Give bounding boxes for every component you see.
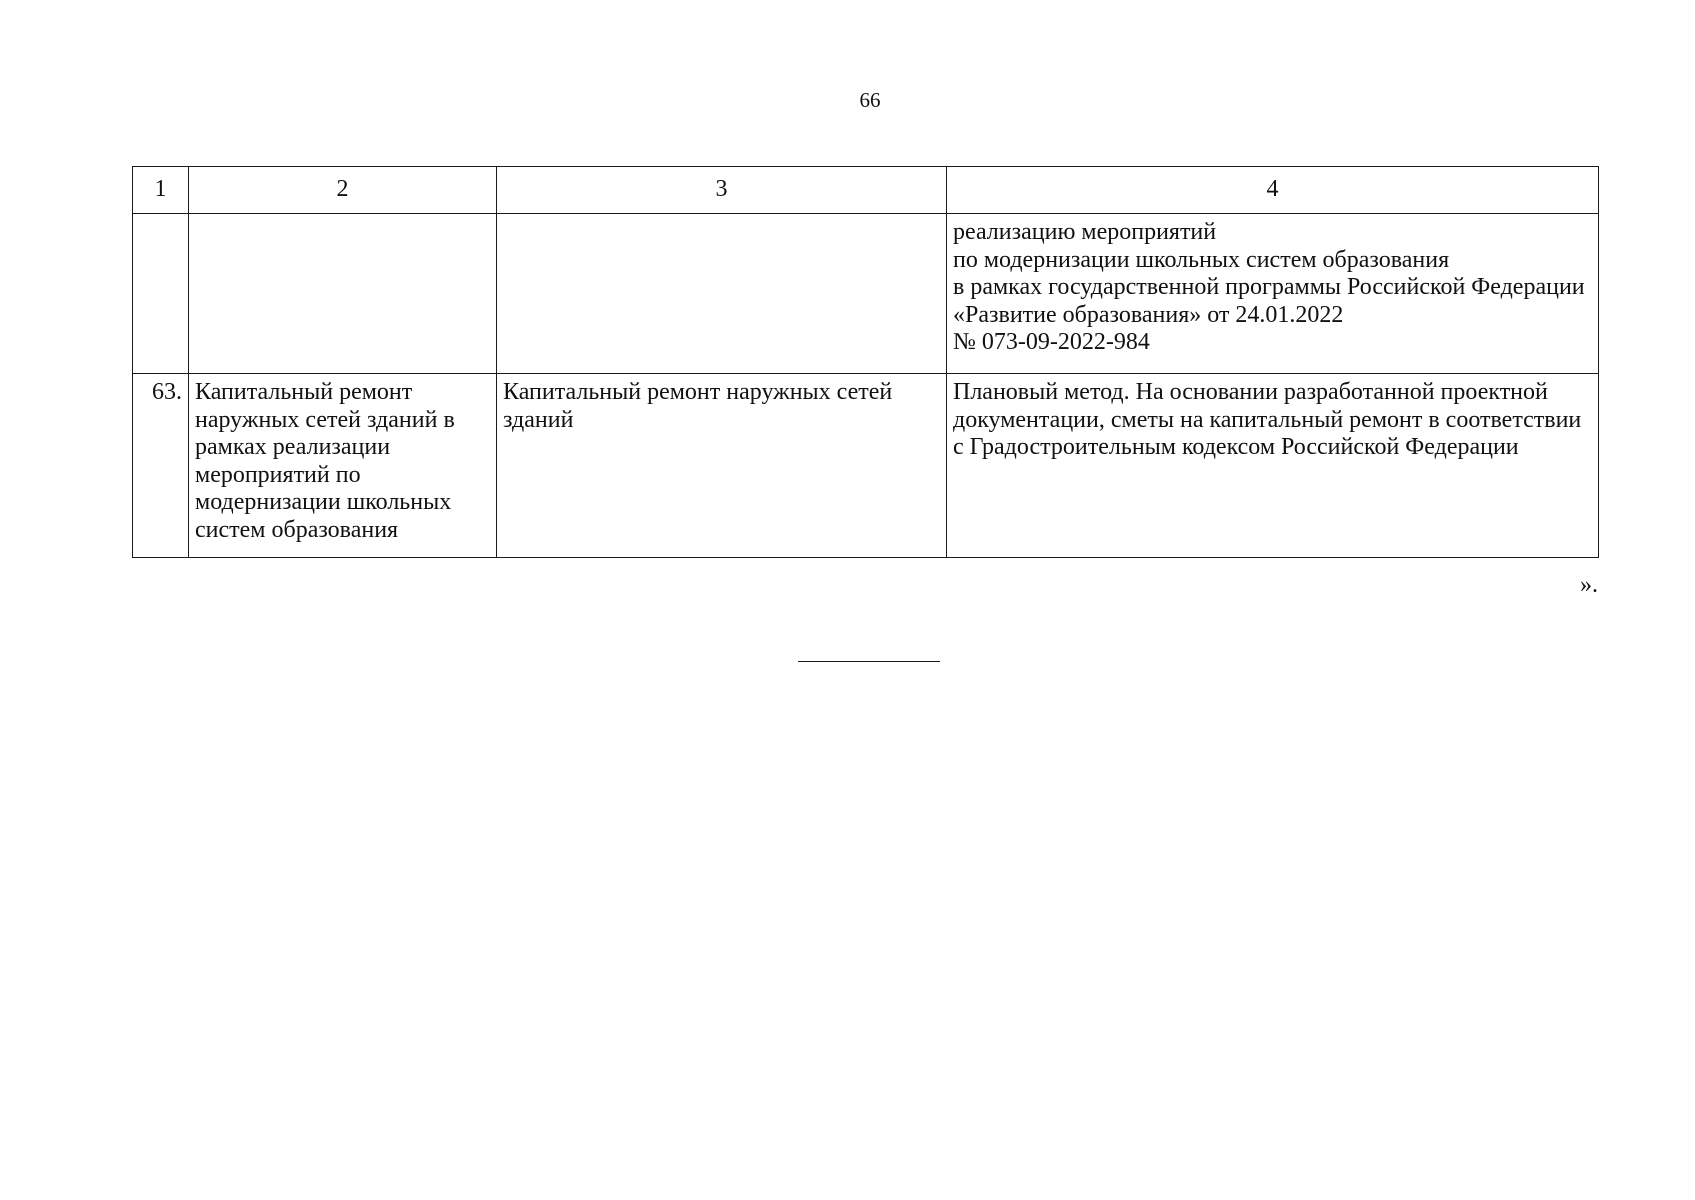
cont-cell-method xyxy=(947,214,1599,374)
row-63-name-line: мероприятий по xyxy=(195,461,361,488)
document-table xyxy=(132,166,1599,558)
table-row-continuation xyxy=(133,214,1599,374)
cont-cell-number xyxy=(133,214,189,374)
row-63-name-line: наружных сетей зданий в xyxy=(195,406,455,433)
cont-method-line: № 073-09-2022-984 xyxy=(953,329,1150,355)
cont-method-line: реализацию мероприятий xyxy=(953,219,1217,245)
row-63-method-line: Плановый метод. На основании разработанной проектной xyxy=(953,379,1548,405)
cont-cell-description xyxy=(497,214,947,374)
cont-method-line: «Развитие образования» от 24.01.2022 xyxy=(953,301,1344,328)
table-header-row xyxy=(133,167,1599,214)
row-63-description-cell xyxy=(497,374,947,558)
table-row-63 xyxy=(133,374,1599,558)
row-63-description-line: зданий xyxy=(503,406,574,433)
header-cell-1: 1 xyxy=(133,167,189,214)
row-63-name-line: рамках реализации xyxy=(195,434,391,460)
end-separator-line xyxy=(798,661,940,662)
row-63-method-line: с Градостроительным кодексом Российской Федерации xyxy=(953,434,1519,460)
header-cell-3: 3 xyxy=(497,167,947,214)
row-63-method-cell xyxy=(947,374,1599,558)
row-63-name-cell xyxy=(189,374,497,558)
header-cell-2: 2 xyxy=(189,167,497,214)
closing-quote: ». xyxy=(1580,572,1598,598)
row-63-name-line: Капитальный ремонт xyxy=(195,379,413,405)
row-63-name-line: модернизации школьных xyxy=(195,489,452,515)
cont-method-line: в рамках государственной программы Российской Федерации xyxy=(953,274,1585,300)
row-63-description-line: Капитальный ремонт наружных сетей xyxy=(503,379,893,405)
cont-method-line: по модернизации школьных систем образования xyxy=(953,246,1450,273)
row-63-name-line: систем образования xyxy=(195,516,399,543)
row-number-cell: 63. xyxy=(133,374,189,558)
header-cell-4: 4 xyxy=(947,167,1599,214)
cont-cell-name xyxy=(189,214,497,374)
row-63-method-line: документации, сметы на капитальный ремонт в соответствии xyxy=(953,406,1582,433)
page-number: 66 xyxy=(859,88,881,112)
